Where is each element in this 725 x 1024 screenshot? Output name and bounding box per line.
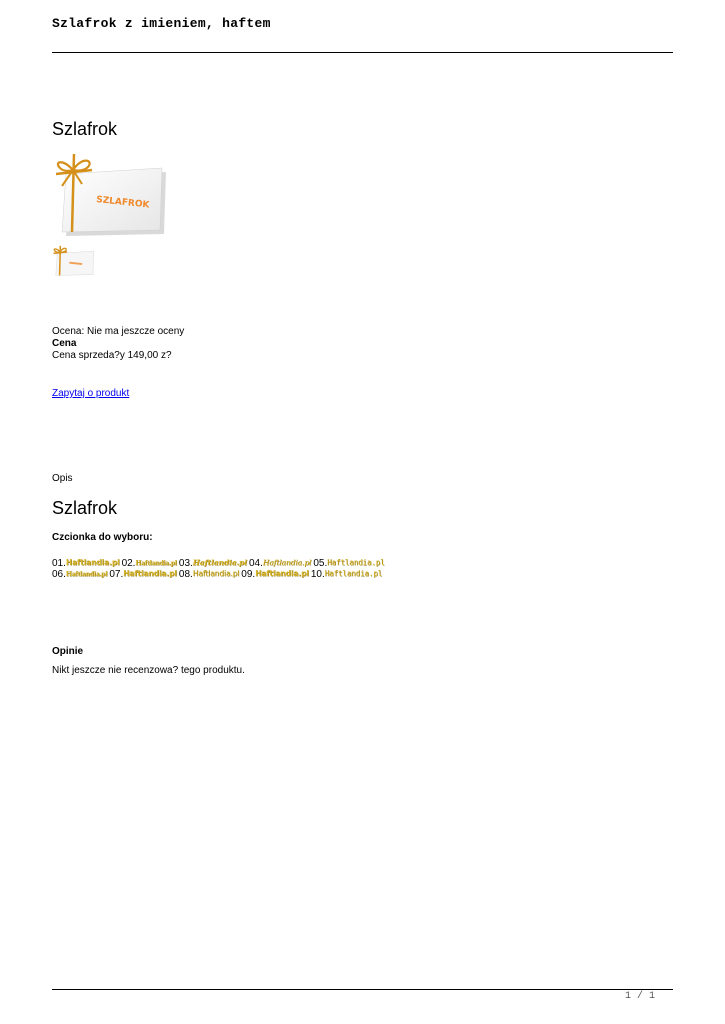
font-sample-image: Haftlandia.pl	[135, 558, 177, 567]
reviews-heading: Opinie	[52, 646, 84, 657]
font-sample-image: Haftlandia.pl	[192, 558, 247, 567]
font-sample-image: Haftlandia.pl	[324, 569, 383, 578]
font-option-02: 02. Haftlandia.pl	[121, 558, 177, 569]
price-label: Cena	[52, 338, 77, 349]
product-rating: Ocena: Nie ma jeszcze oceny	[52, 326, 185, 337]
font-sample-image: Haftlandia.pl	[65, 569, 108, 578]
fonts-heading: Czcionka do wyboru:	[52, 532, 153, 543]
description-section-label: Opis	[52, 473, 73, 484]
font-samples-row-1	[52, 558, 387, 569]
product-title: Szlafrok	[52, 119, 118, 139]
font-sample-image: Haftlandia.pl	[255, 569, 309, 578]
page-number: 1 / 1	[624, 991, 655, 1002]
font-sample-image: Haftlandia.pl	[192, 569, 240, 578]
description-title: Szlafrok	[52, 498, 118, 518]
font-option-06: 06. Haftlandia.pl	[52, 569, 108, 580]
reviews-empty-text: Nikt jeszcze nie recenzowa? tego produktu.	[52, 665, 245, 676]
header-rule	[52, 52, 673, 53]
font-samples-row-2	[52, 569, 384, 580]
font-sample-image: Haftlandia.pl	[327, 558, 385, 567]
product-image	[52, 152, 168, 236]
font-sample-image: Haftlandia.pl	[123, 569, 177, 578]
footer-rule	[52, 989, 673, 990]
product-thumbnail[interactable]	[52, 244, 96, 278]
product-image-label: SZLAFROK	[95, 195, 150, 211]
font-option-05: 05. Haftlandia.pl	[313, 558, 385, 569]
font-option-10: 10. Haftlandia.pl	[310, 569, 383, 580]
font-option-04: 04. Haftlandia.pl	[248, 558, 312, 569]
document-title: Szlafrok z imieniem, haftem	[52, 16, 271, 31]
font-option-09: 09. Haftlandia.pl	[241, 569, 309, 580]
font-sample-image: Haftlandia.pl	[262, 558, 312, 567]
ask-about-product-link[interactable]: Zapytaj o produkt	[52, 388, 130, 399]
font-option-03: 03. Haftlandia.pl	[178, 558, 247, 569]
font-option-01: 01. Haftlandia.pl	[52, 558, 120, 569]
font-option-08: 08. Haftlandia.pl	[178, 569, 240, 580]
font-option-07: 07. Haftlandia.pl	[109, 569, 177, 580]
product-price: Cena sprzeda?y 149,00 z?	[52, 350, 172, 361]
font-sample-image: Haftlandia.pl	[65, 558, 120, 567]
